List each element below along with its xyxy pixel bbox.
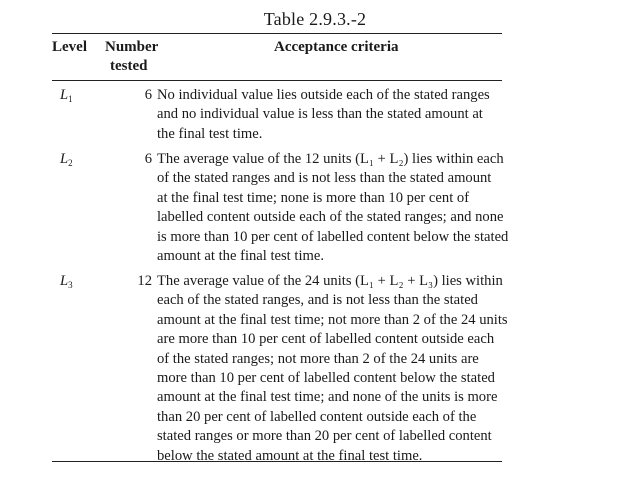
table-bottom-rule bbox=[52, 461, 502, 462]
criteria-line: at the final test time; none is more than 10 per cent of bbox=[157, 189, 470, 206]
header-acceptance-criteria: Acceptance criteria bbox=[274, 39, 399, 55]
table-header-rule bbox=[52, 80, 502, 81]
level-letter: L bbox=[60, 273, 69, 289]
level-label bbox=[60, 86, 73, 109]
criteria-line: below the stated amount at the final test time. bbox=[157, 447, 423, 464]
level-subscript: 2 bbox=[68, 158, 73, 168]
criteria-line: is more than 10 per cent of labelled content below the stated bbox=[157, 228, 509, 245]
criteria-line: of the stated ranges; not more than 2 of the 24 units are bbox=[157, 350, 479, 367]
level-label bbox=[60, 272, 73, 295]
criteria-line: amount at the final test time. bbox=[157, 247, 324, 264]
level-letter: L bbox=[60, 151, 69, 167]
header-number-line2: tested bbox=[110, 58, 148, 74]
criteria-line: and no individual value is less than the stated amount at bbox=[157, 106, 483, 123]
criteria-line: of the stated ranges and is not less than the stated amount bbox=[157, 170, 492, 187]
number-tested: 6 bbox=[144, 87, 152, 103]
acceptance-criteria-text bbox=[157, 272, 508, 466]
table-top-rule bbox=[52, 33, 502, 34]
criteria-line: amount at the final test time; not more than 2 of the 24 units bbox=[157, 311, 508, 328]
criteria-line: No individual value lies outside each of the stated ranges bbox=[157, 87, 490, 103]
header-number-line1: Number bbox=[105, 39, 159, 55]
header-level: Level bbox=[52, 39, 87, 55]
level-label bbox=[60, 150, 73, 173]
criteria-line: amount at the final test time; and none of the units is more bbox=[157, 389, 498, 406]
acceptance-criteria-text bbox=[157, 150, 509, 266]
criteria-line: the final test time. bbox=[157, 125, 263, 142]
level-subscript: 3 bbox=[68, 280, 73, 290]
criteria-line: stated ranges or more than 20 per cent of labelled content bbox=[157, 428, 492, 445]
level-subscript: 1 bbox=[68, 94, 73, 104]
criteria-line: than 20 per cent of labelled content outside each of the bbox=[157, 408, 477, 425]
criteria-line: each of the stated ranges, and is not less than the stated bbox=[157, 292, 478, 309]
table-title: Table 2.9.3.-2 bbox=[263, 9, 367, 29]
level-letter: L bbox=[60, 87, 69, 103]
criteria-line: The average value of the 24 units (L₁ + L₂ + L₃) lies within bbox=[157, 273, 503, 289]
number-tested: 6 bbox=[144, 151, 152, 167]
acceptance-criteria-text bbox=[157, 86, 502, 144]
criteria-line: are more than 10 per cent of labelled content outside each bbox=[157, 331, 495, 348]
criteria-line: The average value of the 12 units (L₁ + L₂) lies within each bbox=[157, 151, 504, 167]
number-tested: 12 bbox=[137, 273, 152, 289]
criteria-line: labelled content outside each of the stated ranges; and none bbox=[157, 209, 504, 226]
header-number-tested bbox=[105, 38, 158, 76]
criteria-line: more than 10 per cent of labelled content below the stated bbox=[157, 369, 495, 386]
